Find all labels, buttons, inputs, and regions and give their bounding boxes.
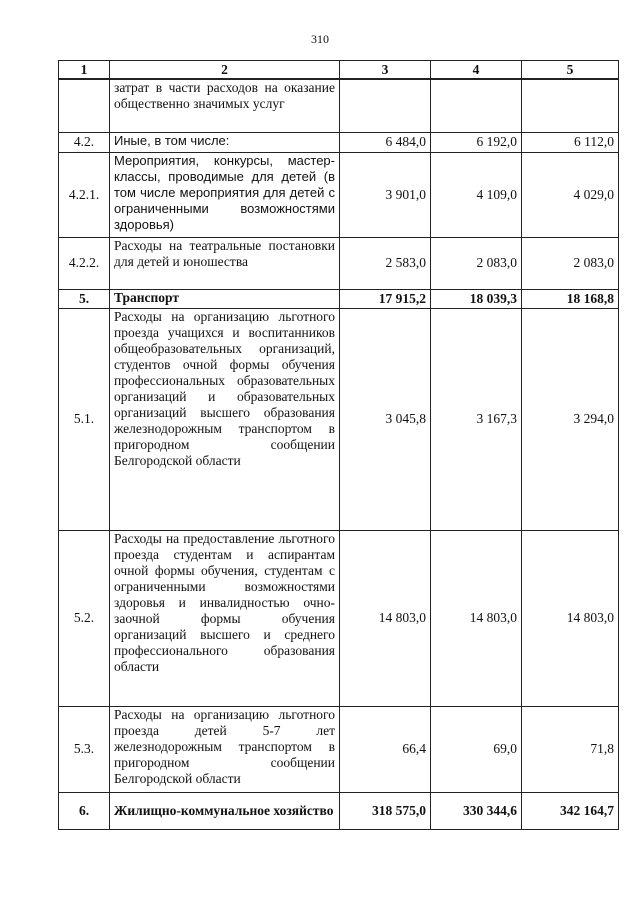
row-description: Мероприятия, конкурсы, мастер-классы, проводимые для детей (в том числе мероприятия для детей с ограниченными возможностями здоровья) xyxy=(110,152,340,237)
value-col-4: 3 167,3 xyxy=(431,308,522,530)
row-description: Расходы на предоставление льготного проезда студентам и аспирантам очной формы обучения, студентам с ограниченными возможностями здоровья и инвалидностью очно-заочной формы обучения организаций высшего и среднего профессионального образования области xyxy=(110,530,340,706)
value-col-5: 71,8 xyxy=(522,706,619,792)
row-number: 5.1. xyxy=(59,308,110,530)
row-description: затрат в части расходов на оказание общественно значимых услуг xyxy=(110,79,340,132)
value-col-5 xyxy=(522,79,619,132)
table-row xyxy=(59,152,619,237)
row-description: Транспорт xyxy=(110,289,340,308)
value-col-3: 14 803,0 xyxy=(340,530,431,706)
value-col-3: 6 484,0 xyxy=(340,132,431,152)
value-col-5: 4 029,0 xyxy=(522,152,619,237)
page-number: 310 xyxy=(311,32,329,46)
row-number: 5.3. xyxy=(59,706,110,792)
table-row xyxy=(59,792,619,829)
value-col-3 xyxy=(340,79,431,132)
column-header: 4 xyxy=(431,61,522,80)
value-col-3: 17 915,2 xyxy=(340,289,431,308)
row-description: Расходы на организацию льготного проезда детей 5-7 лет железнодорожным транспортом в пригородном сообщении Белгородской области xyxy=(110,706,340,792)
value-col-4: 6 192,0 xyxy=(431,132,522,152)
value-col-3: 66,4 xyxy=(340,706,431,792)
row-number: 5. xyxy=(59,289,110,308)
row-number: 6. xyxy=(59,792,110,829)
column-header: 1 xyxy=(59,61,110,80)
row-number: 4.2.1. xyxy=(59,152,110,237)
table-row xyxy=(59,308,619,530)
table-row xyxy=(59,237,619,289)
value-col-5: 6 112,0 xyxy=(522,132,619,152)
table-row xyxy=(59,706,619,792)
row-number xyxy=(59,79,110,132)
value-col-3: 3 901,0 xyxy=(340,152,431,237)
value-col-5: 14 803,0 xyxy=(522,530,619,706)
value-col-4: 69,0 xyxy=(431,706,522,792)
value-col-4: 330 344,6 xyxy=(431,792,522,829)
value-col-3: 318 575,0 xyxy=(340,792,431,829)
row-description: Расходы на организацию льготного проезда учащихся и воспитанников общеобразовательных организаций, студентов очной формы обучения профессиональных образовательных организаций и образовательных организаций высшего образования железнодорожным транспортом в пригородном сообщении Белгородской области xyxy=(110,308,340,530)
value-col-5: 2 083,0 xyxy=(522,237,619,289)
row-number: 5.2. xyxy=(59,530,110,706)
row-description: Расходы на театральные постановки для детей и юношества xyxy=(110,237,340,289)
table-row xyxy=(59,530,619,706)
table-header-row xyxy=(59,61,619,80)
column-header: 2 xyxy=(110,61,340,80)
row-number: 4.2.2. xyxy=(59,237,110,289)
value-col-4 xyxy=(431,79,522,132)
value-col-4: 4 109,0 xyxy=(431,152,522,237)
table-row xyxy=(59,289,619,308)
value-col-4: 2 083,0 xyxy=(431,237,522,289)
row-description: Иные, в том числе: xyxy=(110,132,340,152)
column-header: 3 xyxy=(340,61,431,80)
value-col-3: 2 583,0 xyxy=(340,237,431,289)
value-col-4: 14 803,0 xyxy=(431,530,522,706)
budget-table xyxy=(58,60,619,830)
row-number: 4.2. xyxy=(59,132,110,152)
value-col-5: 342 164,7 xyxy=(522,792,619,829)
column-header: 5 xyxy=(522,61,619,80)
value-col-5: 18 168,8 xyxy=(522,289,619,308)
row-description: Жилищно-коммунальное хозяйство xyxy=(110,792,340,829)
table-row xyxy=(59,132,619,152)
table-row xyxy=(59,79,619,132)
value-col-5: 3 294,0 xyxy=(522,308,619,530)
value-col-3: 3 045,8 xyxy=(340,308,431,530)
value-col-4: 18 039,3 xyxy=(431,289,522,308)
